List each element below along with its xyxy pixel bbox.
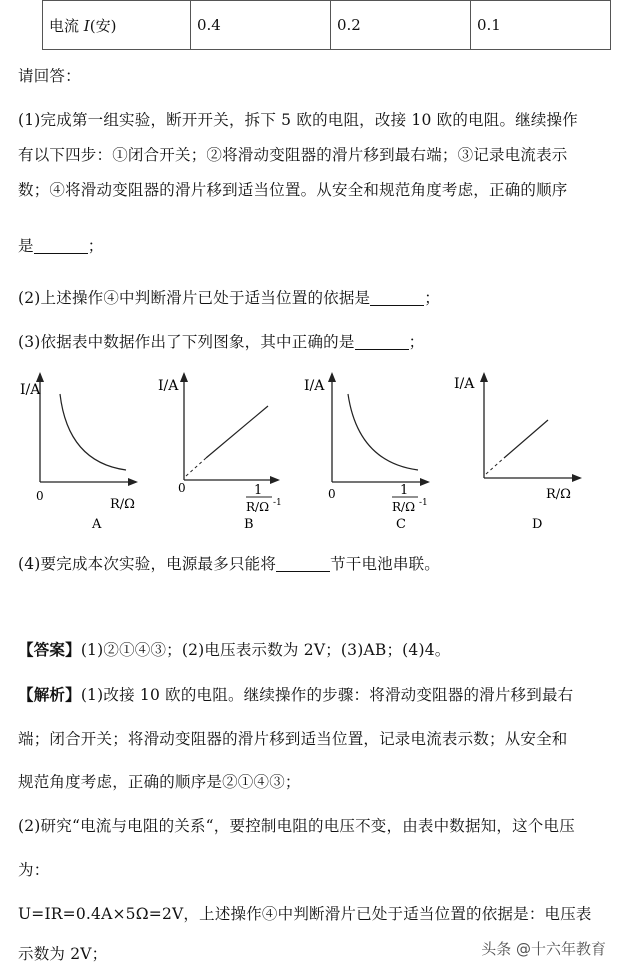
q4-line <box>18 552 440 574</box>
analysis-line4: (2)研究“电流与电阻的关系“，要控制电阻的电压不变，由表中数据知，这个电压 <box>18 817 575 835</box>
x-arrow-icon <box>420 478 430 486</box>
answer-blank[interactable] <box>355 334 409 351</box>
origin-label: 0 <box>178 481 186 495</box>
x-label-denominator: R/Ω <box>392 500 416 514</box>
table-row <box>43 1 611 50</box>
linear-line <box>206 406 268 458</box>
graph-a <box>8 372 138 532</box>
q1-line3: 数；④将滑动变阻器的滑片移到适当位置。从安全和规范角度考虑，正确的顺序 <box>18 181 568 199</box>
q1-line1: (1)完成第一组实验，断开开关，拆下 5 欧的电阻，改接 10 欧的电阻。继续操作 <box>18 111 578 129</box>
q2-prefix: (2)上述操作④中判断滑片已处于适当位置的依据是 <box>18 289 371 307</box>
table-cell: 0.2 <box>331 1 471 50</box>
graph-c-svg <box>302 372 432 532</box>
inverse-curve <box>60 394 126 470</box>
answer-line <box>18 638 450 660</box>
graph-d-svg <box>456 372 586 532</box>
x-label-numerator: 1 <box>400 483 409 498</box>
y-arrow-icon <box>36 372 44 382</box>
dashed-extension <box>186 458 206 476</box>
analysis-text: (1)改接 10 欧的电阻。继续操作的步骤：将滑动变阻器的滑片移到最右 <box>80 686 574 704</box>
q1-suffix: ； <box>87 237 104 255</box>
graph-letter: A <box>92 517 102 532</box>
graph-c <box>302 372 432 532</box>
prompt-text: 请回答： <box>18 67 81 85</box>
answer-blank[interactable] <box>276 556 330 573</box>
linear-line <box>504 420 548 458</box>
analysis-line6: U=IR=0.4A×5Ω=2V，上述操作④中判断滑片已处于适当位置的依据是：电压表 <box>18 905 592 923</box>
analysis-line7: 示数为 2V； <box>18 945 108 963</box>
analysis-line1 <box>18 683 573 705</box>
answer-tag: 【答案】 <box>18 640 81 659</box>
origin-label: 0 <box>36 489 44 503</box>
q4-prefix: (4)要完成本次实验，电源最多只能将 <box>18 555 277 573</box>
answer-text: (1)②①④③；(2)电压表示数为 2V；(3)AB；(4)4。 <box>80 641 451 659</box>
answer-blank[interactable] <box>370 290 424 307</box>
origin-label: 0 <box>328 487 336 501</box>
x-label-denominator: R/Ω <box>246 500 270 514</box>
x-label-exponent: -1 <box>273 498 282 508</box>
q4-suffix: 节干电池串联。 <box>330 555 440 573</box>
watermark: 头条 @十六年教育 <box>481 940 606 958</box>
q2-suffix: ； <box>424 289 440 307</box>
answer-blank[interactable] <box>34 238 88 255</box>
y-label: I/A <box>454 376 475 392</box>
q3-suffix: ； <box>408 333 425 351</box>
y-arrow-icon <box>328 372 336 382</box>
table-cell: 0.1 <box>471 1 611 50</box>
x-arrow-icon <box>270 476 280 484</box>
y-label: I/A <box>20 382 41 398</box>
q1-line4 <box>18 234 103 256</box>
x-label: R/Ω <box>110 497 135 512</box>
x-label-numerator: 1 <box>254 483 263 498</box>
analysis-line2: 端；闭合开关；将滑动变阻器的滑片移到适当位置，记录电流表示数；从安全和 <box>18 730 568 748</box>
graph-letter: C <box>396 517 406 532</box>
table-cell: 0.4 <box>191 1 331 50</box>
y-label: I/A <box>304 378 325 394</box>
analysis-tag: 【解析】 <box>18 685 81 704</box>
graph-d <box>456 372 586 532</box>
analysis-line3: 规范角度考虑，正确的顺序是②①④③； <box>18 773 301 791</box>
graph-letter: B <box>244 517 254 532</box>
table-row-label <box>43 1 191 50</box>
dashed-extension <box>486 458 504 474</box>
x-arrow-icon <box>572 474 582 482</box>
q1-prefix: 是 <box>18 237 34 255</box>
q3-line <box>18 330 424 352</box>
inverse-curve <box>348 394 418 470</box>
x-arrow-icon <box>128 478 138 486</box>
x-label-exponent: -1 <box>419 498 428 508</box>
analysis-line5: 为： <box>18 861 50 879</box>
graph-letter: D <box>532 517 543 532</box>
q2-line <box>18 286 440 308</box>
x-label: R/Ω <box>546 487 571 502</box>
graph-b <box>154 372 284 532</box>
label-suffix: (安) <box>89 16 117 35</box>
y-label: I/A <box>158 378 179 394</box>
q1-line2: 有以下四步：①闭合开关；②将滑动变阻器的滑片移到最右端；③记录电流表示 <box>18 146 568 164</box>
graph-b-svg <box>154 372 284 532</box>
label-var: I <box>83 16 90 35</box>
graph-a-svg <box>8 372 138 532</box>
label-prefix: 电流 <box>49 16 84 35</box>
y-arrow-icon <box>180 372 188 382</box>
data-table <box>42 0 611 50</box>
y-arrow-icon <box>480 372 488 382</box>
q3-prefix: (3)依据表中数据作出了下列图象，其中正确的是 <box>18 333 355 351</box>
